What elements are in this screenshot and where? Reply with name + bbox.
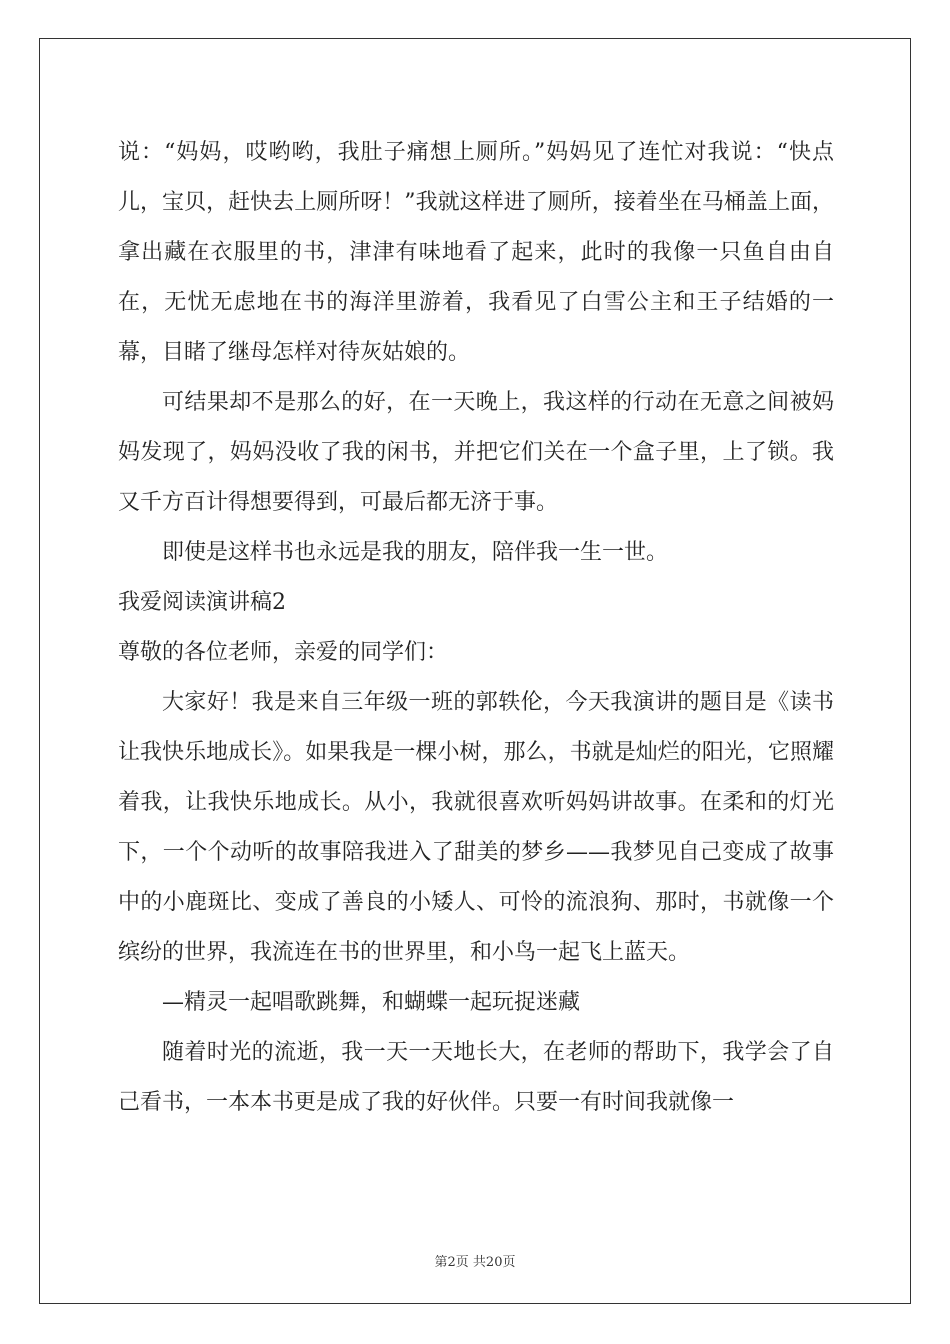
- page-number-footer: 第2页 共20页: [434, 1255, 516, 1270]
- paragraph-1: 说：“妈妈，哎哟哟，我肚子痛想上厕所。”妈妈见了连忙对我说：“快点儿，宝贝，赶快去上厕所呀！”我就这样进了厕所，接着坐在马桶盖上面，拿出藏在衣服里的书，津津有味地看了起来，此时的我像一只鱼自由自在，无忧无虑地在书的海洋里游着，我看见了白雪公主和王子结婚的一幕，目睹了继母怎样对待灰姑娘的。: [118, 140, 834, 365]
- paragraph-3: 即使是这样书也永远是我的朋友，陪伴我一生一世。: [162, 540, 669, 565]
- paragraph-7: —精灵一起唱歌跳舞，和蝴蝶一起玩捉迷藏: [162, 990, 581, 1015]
- section-heading: 我爱阅读演讲稿2: [118, 590, 286, 615]
- paragraph-6: 大家好！我是来自三年级一班的郭轶伦，今天我演讲的题目是《读书让我快乐地成长》。如果我是一棵小树，那么，书就是灿烂的阳光，它照耀着我，让我快乐地成长。从小，我就很喜欢听妈妈讲故事。在柔和的灯光下，一个个动听的故事陪我进入了甜美的梦乡——我梦见自己变成了故事中的小鹿斑比、变成了善良的小矮人、可怜的流浪狗、那时，书就像一个缤纷的世界，我流连在书的世界里，和小鸟一起飞上蓝天。: [118, 690, 834, 965]
- salutation: 尊敬的各位老师，亲爱的同学们：: [118, 640, 449, 665]
- paragraph-8: 随着时光的流逝，我一天一天地长大，在老师的帮助下，我学会了自己看书，一本本书更是成了我的好伙伴。只要一有时间我就像一: [118, 1040, 834, 1115]
- document-body: [118, 128, 834, 1128]
- paragraph-2: 可结果却不是那么的好，在一天晚上，我这样的行动在无意之间被妈妈发现了，妈妈没收了我的闲书，并把它们关在一个盒子里，上了锁。我又千方百计得想要得到，可最后都无济于事。: [118, 390, 834, 515]
